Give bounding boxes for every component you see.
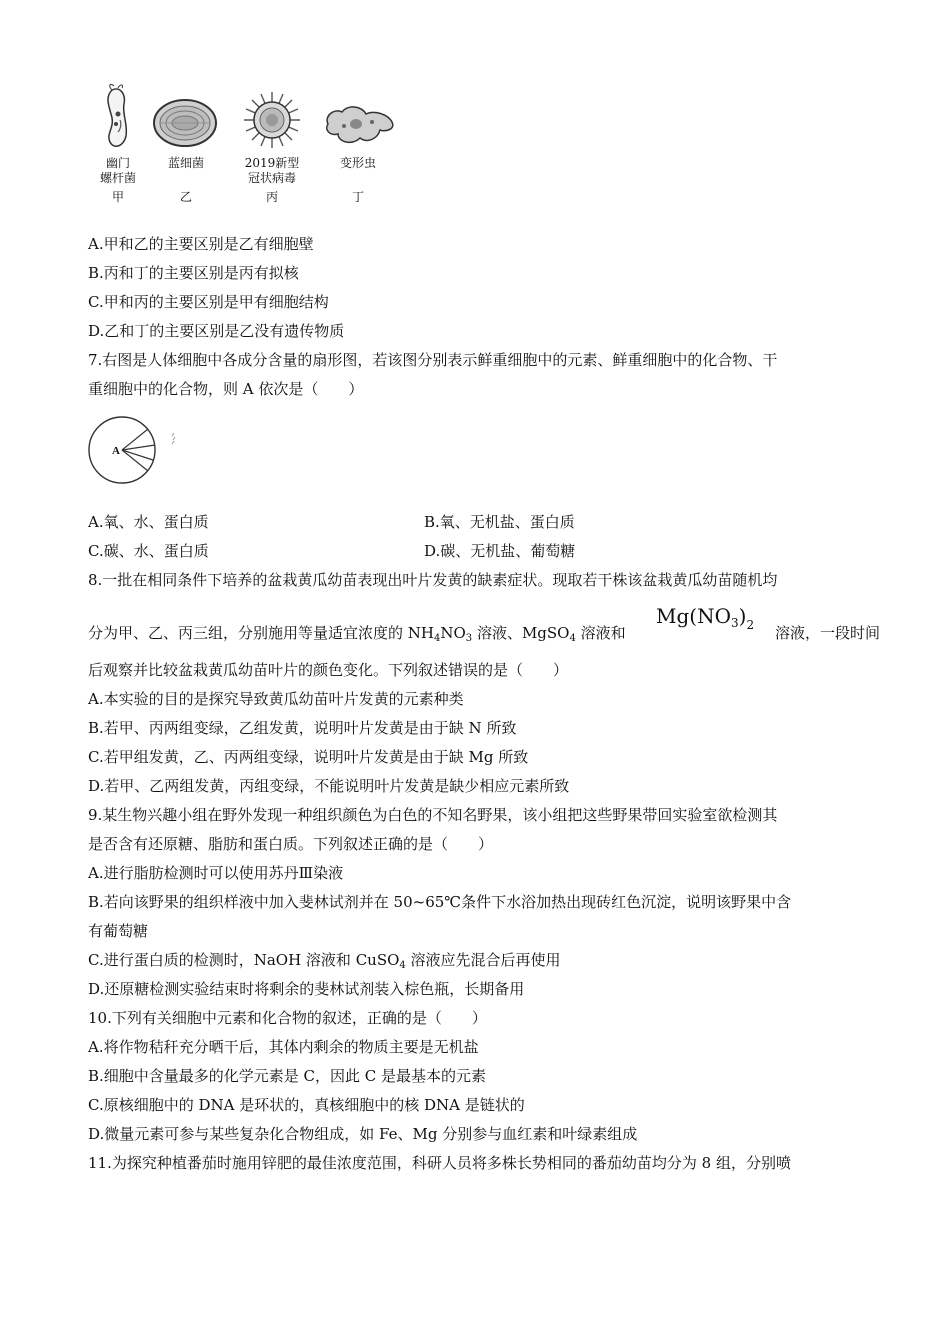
q6-option-c: C.甲和丙的主要区别是甲有细胞结构 — [88, 293, 329, 311]
cyanobacteria-image — [152, 98, 218, 148]
q7-option-b: B.氧、无机盐、蛋白质 — [424, 513, 575, 531]
helicobacter-image — [98, 84, 138, 154]
q7-stem-line-2: 重细胞中的化合物，则 A 依次是（ ） — [88, 380, 364, 398]
q8-option-a: A.本实验的目的是探究导致黄瓜幼苗叶片发黄的元素种类 — [88, 690, 464, 708]
organism-figure — [86, 80, 406, 210]
q11-stem: 11.为探究种植番茄时施用锌肥的最佳浓度范围，科研人员将多株长势相同的番茄幼苗均分为 8 组，分别喷 — [88, 1154, 791, 1172]
q6-option-a: A.甲和乙的主要区别是乙有细胞壁 — [88, 235, 314, 253]
q9-option-c: C.进行蛋白质的检测时，NaOH 溶液和 CuSO$_4$ 溶液应先混合后再使用 — [88, 951, 561, 971]
q6-option-b: B.丙和丁的主要区别是丙有拟核 — [88, 264, 299, 282]
pie-label-a: A — [112, 445, 120, 457]
organism-name-3: 2019新型 冠状病毒 — [244, 156, 300, 185]
q10-option-d: D.微量元素可参与某些复杂化合物组成，如 Fe、Mg 分别参与血红素和叶绿素组成 — [88, 1125, 638, 1143]
q8-stem-line-2: 分为甲、乙、丙三组，分别施用等量适宜浓度的 $NH_4NO_3$ 溶液、MgSO$_4$ 溶液和 — [88, 624, 626, 644]
organism-tag-4: 丁 — [351, 190, 364, 204]
q10-stem: 10.下列有关细胞中元素和化合物的叙述，正确的是（ ） — [88, 1009, 487, 1027]
q10-option-b: B.细胞中含量最多的化学元素是 C，因此 C 是最基本的元素 — [88, 1067, 487, 1085]
coronavirus-image — [242, 90, 302, 150]
organism-name-2: 蓝细菌 — [167, 156, 204, 170]
q8-option-d: D.若甲、乙两组发黄，丙组变绿，不能说明叶片发黄是缺少相应元素所致 — [88, 777, 570, 795]
q7-option-d: D.碳、无机盐、葡萄糖 — [424, 542, 576, 560]
q6-option-d: D.乙和丁的主要区别是乙没有遗传物质 — [88, 322, 345, 340]
q9-option-b-line-1: B.若向该野果的组织样液中加入斐林试剂并在 50~65℃条件下水浴加热出现砖红色沉淀，说明该野果中含 — [88, 893, 792, 911]
q8-option-b: B.若甲、丙两组变绿，乙组发黄，说明叶片发黄是由于缺 N 所致 — [88, 719, 517, 737]
q8-stem-line-2-tail: 溶液，一段时间 — [775, 624, 881, 642]
q8-option-c: C.若甲组发黄，乙、丙两组变绿，说明叶片发黄是由于缺 Mg 所致 — [88, 748, 529, 766]
organism-tag-2: 乙 — [179, 190, 192, 204]
organism-name-4: 变形虫 — [339, 156, 376, 170]
q7-option-a: A.氧、水、蛋白质 — [88, 513, 209, 531]
organism-tag-3: 丙 — [265, 190, 278, 204]
q7-stem-line-1: 7.右图是人体细胞中各成分含量的扇形图，若该图分别表示鲜重细胞中的元素、鲜重细胞中的化合物、干 — [88, 351, 778, 369]
q9-option-a: A.进行脂肪检测时可以使用苏丹Ⅲ染液 — [88, 864, 344, 882]
q9-stem-line-1: 9.某生物兴趣小组在野外发现一种组织颜色为白色的不知名野果，该小组把这些野果带回实验室欲检测其 — [88, 806, 778, 824]
organism-name-1: 幽门 螺杆菌 — [99, 156, 136, 185]
mg-no3-formula: $Mg(NO_3)_2$ — [656, 604, 755, 632]
q9-option-d: D.还原糖检测实验结束时将剩余的斐林试剂装入棕色瓶，长期备用 — [88, 980, 525, 998]
q9-option-b-line-2: 有葡萄糖 — [88, 922, 149, 940]
q8-stem-line-1: 8.一批在相同条件下培养的盆栽黄瓜幼苗表现出叶片发黄的缺素症状。现取若干株该盆栽黄瓜幼苗随机均 — [88, 571, 778, 589]
q10-option-c: C.原核细胞中的 DNA 是环状的，真核细胞中的核 DNA 是链状的 — [88, 1096, 525, 1114]
q9-stem-line-2: 是否含有还原糖、脂肪和蛋白质。下列叙述正确的是（ ） — [88, 835, 494, 853]
q8-stem-line-3: 后观察并比较盆栽黄瓜幼苗叶片的颜色变化。下列叙述错误的是（ ） — [88, 661, 569, 679]
pie-chart-figure — [86, 414, 178, 486]
organism-tag-1: 甲 — [111, 190, 124, 204]
q10-option-a: A.将作物秸秆充分晒干后，其体内剩余的物质主要是无机盐 — [88, 1038, 479, 1056]
amoeba-image — [322, 102, 396, 148]
q7-option-c: C.碳、水、蛋白质 — [88, 542, 209, 560]
